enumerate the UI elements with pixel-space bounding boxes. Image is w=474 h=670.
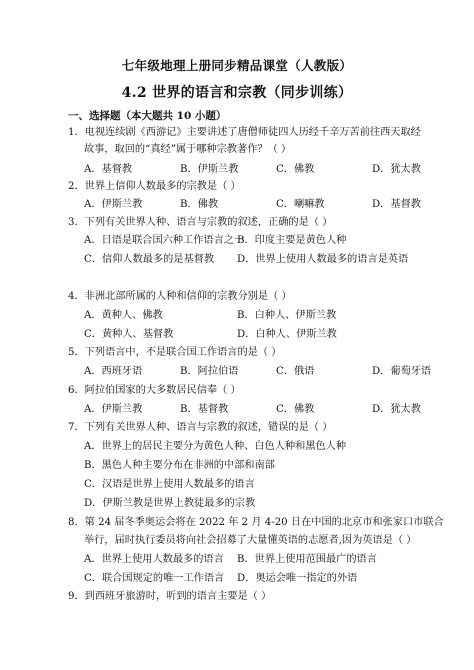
question-2-option-b: B．佛教 xyxy=(180,199,219,210)
question-7-option-a: A．世界上的居民主要分为黄色人种、白色人种和黑色人种 xyxy=(84,441,347,452)
question-2-option-d: D．基督教 xyxy=(372,199,421,210)
question-2-option-c: C．喇嘛教 xyxy=(276,199,325,210)
question-1-option-a: A．基督教 xyxy=(84,164,133,175)
question-6-stem: 6．阿拉伯国家的大多数居民信奉（ ） xyxy=(68,385,241,396)
question-2-stem: 2．世界上信仰人数最多的宗教是（ ） xyxy=(68,181,241,192)
question-5-option-b: B．阿拉伯语 xyxy=(180,366,239,377)
question-4-option-b: B．白种人、伊斯兰教 xyxy=(237,310,337,321)
question-8-stem-cont: 举行，届时执行委员将向社会招募了大量懂英语的志愿者,因为英语是（ ） xyxy=(84,535,417,546)
question-3-option-d: D．世界上使用人数最多的语言是英语 xyxy=(237,254,409,265)
document-title: 七年级地理上册同步精品课堂（人教版） xyxy=(121,58,353,73)
question-3-option-a: A．日语是联合国六种工作语言之一 xyxy=(84,235,245,246)
question-7-option-d: D．伊斯兰教是世界上教徒最多的宗教 xyxy=(84,498,256,509)
question-5-option-a: A．西班牙语 xyxy=(84,366,143,377)
question-9-stem: 9．到西班牙旅游时，听到的语言主要是（ ） xyxy=(68,591,272,602)
question-6-option-b: B．基督教 xyxy=(180,404,229,415)
question-5-option-c: C．俄语 xyxy=(276,366,315,377)
question-3-option-b: B．印度主要是黄色人种 xyxy=(237,235,347,246)
question-3-stem: 3．下列有关世界人种、语言与宗教的叙述，正确的是（ ） xyxy=(68,217,333,228)
question-3-option-c: C．信仰人数最多的是基督教 xyxy=(84,254,215,265)
question-2-option-a: A．伊斯兰教 xyxy=(84,199,143,210)
question-8-stem: 8．第 24 届冬季奥运会将在 2022 年 2 月 4-20 日在中国的北京市和张家口市联合 xyxy=(68,517,444,528)
question-4-stem: 4．非洲北部所属的人种和信仰的宗教分别是（ ） xyxy=(68,291,292,302)
question-6-option-a: A．伊斯兰教 xyxy=(84,404,143,415)
question-1-option-c: C．佛教 xyxy=(276,164,315,175)
question-1-stem-cont: 故事，取回的“真经”属于哪种宗教著作？（ ） xyxy=(84,144,292,155)
question-7-option-c: C．汉语是世界上使用人数最多的语言 xyxy=(84,479,255,490)
question-5-option-d: D．葡萄牙语 xyxy=(372,366,432,377)
question-6-option-c: C．佛教 xyxy=(276,404,315,415)
question-1-option-d: D．犹太教 xyxy=(372,164,421,175)
question-8-option-d: D．奥运会唯一指定的外语 xyxy=(237,573,358,584)
question-5-stem: 5．下列语言中，不是联合国工作语言的是（ ） xyxy=(68,347,282,358)
question-8-option-a: A．世界上使用人数最多的语言 xyxy=(84,554,224,565)
question-4-option-a: A．黄种人、佛教 xyxy=(84,310,163,321)
question-4-option-c: C．黄种人、基督教 xyxy=(84,329,174,340)
section-heading: 一、选择题（本大题共 10 小题） xyxy=(68,110,227,122)
question-8-option-b: B．世界上使用范围最广的语言 xyxy=(237,554,377,565)
question-1-option-b: B．伊斯兰教 xyxy=(180,164,239,175)
question-7-stem: 7．下列有关世界人种、语言与宗教的叙述，错误的是（ ） xyxy=(68,422,333,433)
question-4-option-d: D．白种人、伊斯兰教 xyxy=(237,329,337,340)
question-6-option-d: D．犹太教 xyxy=(372,404,421,415)
question-7-option-b: B．黑色人种主要分布在非洲的中部和南部 xyxy=(84,460,275,471)
document-subtitle: 4.2 世界的语言和宗教（同步训练） xyxy=(121,85,353,101)
question-8-option-c: C．联合国规定的唯一工作语言 xyxy=(84,573,225,584)
question-1-stem: 1．电视连续剧《西游记》主要讲述了唐僧师徒四人历经千辛万苦前往西天取经 xyxy=(68,127,421,138)
